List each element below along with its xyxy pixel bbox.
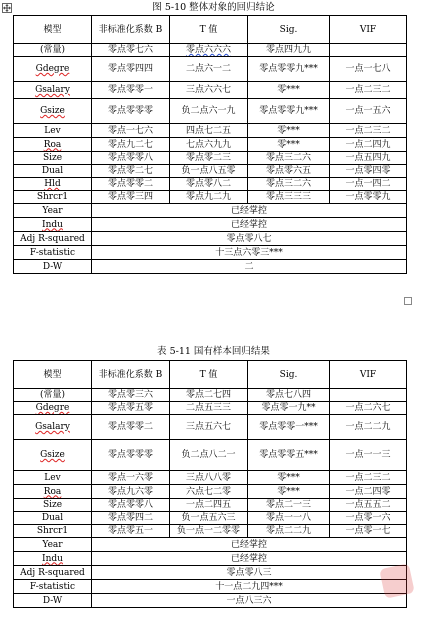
row-vif: 一点二三二 [330, 471, 407, 485]
table-row [14, 512, 407, 525]
footer-value: 十一点二九四*** [92, 580, 407, 594]
row-vif: 一点零四零 [330, 165, 407, 178]
table-row [14, 499, 407, 512]
row-name-text: Gsize [40, 450, 65, 460]
row-b: 零点零三四 [92, 191, 170, 204]
row-sig: 零点四九九 [248, 44, 330, 57]
row-name-text: Gsize [40, 106, 65, 116]
footer-name: F-statistic [14, 580, 92, 594]
header-t: T 值 [170, 361, 248, 389]
row-vif: 一点二四零 [330, 485, 407, 499]
table-footer-row [14, 538, 407, 552]
header-sig: Sig. [248, 361, 330, 389]
row-b: 零点零零八 [92, 152, 170, 165]
footer-name [14, 218, 92, 232]
row-b: 零点零零一 [92, 82, 170, 99]
header-beta: 非标准化系数 B [92, 361, 170, 389]
row-t: 六点七二零 [170, 485, 248, 499]
table-footer-row [14, 246, 407, 260]
table-row [14, 44, 407, 57]
row-vif: 一点零一七 [330, 525, 407, 538]
header-t: T 值 [170, 16, 248, 44]
table-row [14, 99, 407, 124]
table-row [14, 165, 407, 178]
row-sig: 零点七八四 [248, 389, 330, 402]
row-b: 零点一六零 [92, 471, 170, 485]
footer-name [14, 552, 92, 566]
row-vif [330, 44, 407, 57]
row-sig: 零点零零一*** [248, 415, 330, 440]
row-name-text: Roa [43, 486, 62, 497]
row-b: 零点零零二 [92, 415, 170, 440]
row-b: 零点零零零 [92, 99, 170, 124]
footer-name-text: Indu [42, 553, 63, 564]
footer-value: 已经掌控 [92, 218, 407, 232]
row-name [14, 178, 92, 191]
row-vif: 一点二六七 [330, 402, 407, 415]
table1-caption: 图 5-10 整体对象的回归结论 [152, 2, 275, 13]
row-name [14, 138, 92, 152]
footer-name: Adj R-squared [14, 232, 92, 246]
row-vif: 一点五四九 [330, 152, 407, 165]
row-name [14, 440, 92, 471]
row-t: 负二点六一九 [170, 99, 248, 124]
row-b: 零点零七六 [92, 44, 170, 57]
row-name [14, 57, 92, 82]
row-b: 零点零二七 [92, 165, 170, 178]
row-t: 负一点五六三 [170, 512, 248, 525]
table2-regression [13, 360, 407, 608]
footer-value: 二 [92, 260, 407, 274]
row-name: (常量) [14, 44, 92, 57]
row-t: 负一点一二零零 [170, 525, 248, 538]
table-row [14, 178, 407, 191]
row-t: 零点零二三 [170, 152, 248, 165]
row-b: 零点零三六 [92, 389, 170, 402]
row-name: Dual [14, 165, 92, 178]
row-name-text: Gsalary [35, 85, 70, 95]
row-t-text: 零点六六六 [185, 45, 231, 55]
row-sig: 零点二二九 [248, 525, 330, 538]
header-sig: Sig. [248, 16, 330, 44]
header-model: 模型 [14, 16, 92, 44]
table-footer-row [14, 218, 407, 232]
table-footer-row [14, 260, 407, 274]
row-t [170, 44, 248, 57]
footer-value: 已经掌控 [92, 204, 407, 218]
row-b: 零点零五零 [92, 402, 170, 415]
row-name: Shrcr1 [14, 525, 92, 538]
row-sig: 零*** [248, 124, 330, 138]
row-name: Shrcr1 [14, 191, 92, 204]
row-sig: 零点零一九** [248, 402, 330, 415]
row-name-text: Roa [43, 139, 62, 150]
row-b: 零点零四二 [92, 512, 170, 525]
row-b: 零点零零零 [92, 440, 170, 471]
row-name-text: Hld [44, 179, 61, 189]
row-name: Lev [14, 471, 92, 485]
row-sig: 零点三三三 [248, 191, 330, 204]
footer-value: 零点零八三 [92, 566, 407, 580]
row-vif: 一点五五二 [330, 499, 407, 512]
row-t: 负二点八二一 [170, 440, 248, 471]
row-vif: 一点零零九 [330, 191, 407, 204]
table-row [14, 124, 407, 138]
row-sig: 零点三二六 [248, 178, 330, 191]
header-vif: VIF [330, 16, 407, 44]
table-resize-handle[interactable] [404, 297, 412, 305]
row-b: 零点一七六 [92, 124, 170, 138]
row-vif: 一点一七八 [330, 57, 407, 82]
table-row [14, 525, 407, 538]
row-t: 三点六六七 [170, 82, 248, 99]
table-footer-row [14, 204, 407, 218]
header-beta: 非标准化系数 B [92, 16, 170, 44]
row-vif: 一点二三二 [330, 82, 407, 99]
row-t: 三点八八零 [170, 471, 248, 485]
row-b: 零点零五一 [92, 525, 170, 538]
row-vif: 一点二四九 [330, 138, 407, 152]
row-t: 二点五三三 [170, 402, 248, 415]
row-name: (常量) [14, 389, 92, 402]
footer-value: 零点零八七 [92, 232, 407, 246]
row-sig: 零点三二六 [248, 152, 330, 165]
row-sig: 零点零零五*** [248, 440, 330, 471]
row-sig: 零*** [248, 138, 330, 152]
row-b: 零点九六零 [92, 485, 170, 499]
row-t: 一点二四五 [170, 499, 248, 512]
table-footer-row [14, 552, 407, 566]
row-name: Lev [14, 124, 92, 138]
row-vif: 一点二三二 [330, 124, 407, 138]
row-sig: 零*** [248, 82, 330, 99]
row-name: Dual [14, 512, 92, 525]
table1-header-row [14, 16, 407, 44]
row-sig: 零*** [248, 485, 330, 499]
row-t: 四点七二五 [170, 124, 248, 138]
table2-caption: 表 5-11 国有样本回归结果 [157, 346, 270, 357]
footer-name-text: Indu [42, 219, 63, 230]
row-sig: 零点一一八 [248, 512, 330, 525]
row-sig: 零点二一三 [248, 499, 330, 512]
row-name-text: Gdegre [35, 64, 70, 74]
table-row [14, 415, 407, 440]
row-vif: 一点一一三 [330, 440, 407, 471]
row-sig: 零*** [248, 471, 330, 485]
footer-name: Year [14, 204, 92, 218]
footer-name: D-W [14, 260, 92, 274]
row-sig: 零点零零九*** [248, 99, 330, 124]
row-b: 零点零四四 [92, 57, 170, 82]
row-name: Size [14, 499, 92, 512]
table-row [14, 471, 407, 485]
row-name [14, 99, 92, 124]
footer-name: F-statistic [14, 246, 92, 260]
table-row [14, 82, 407, 99]
row-b: 零点零零八 [92, 499, 170, 512]
footer-value: 十三点六零三*** [92, 246, 407, 260]
row-name-text: Gsalary [35, 422, 70, 432]
row-name [14, 402, 92, 415]
header-vif: VIF [330, 361, 407, 389]
table-row [14, 485, 407, 499]
row-name [14, 415, 92, 440]
footer-name: Adj R-squared [14, 566, 92, 580]
row-b: 零点零零二 [92, 178, 170, 191]
row-sig: 零点零六五 [248, 165, 330, 178]
row-t: 零点二七四 [170, 389, 248, 402]
table-footer-row [14, 232, 407, 246]
table1-regression [13, 15, 407, 274]
table-row [14, 440, 407, 471]
footer-value: 已经掌控 [92, 538, 407, 552]
row-vif: 一点一五六 [330, 99, 407, 124]
row-name [14, 82, 92, 99]
watermark-logo [379, 563, 415, 599]
table-row [14, 389, 407, 402]
header-model: 模型 [14, 361, 92, 389]
row-t: 零点九二九 [170, 191, 248, 204]
table-row [14, 138, 407, 152]
footer-name: Year [14, 538, 92, 552]
row-name-text: Gdegre [35, 403, 70, 413]
row-sig: 零点零零九*** [248, 57, 330, 82]
table-row [14, 402, 407, 415]
row-name [14, 485, 92, 499]
table-row [14, 191, 407, 204]
table2-header-row [14, 361, 407, 389]
row-vif: 一点二二九 [330, 415, 407, 440]
row-b: 零点九二七 [92, 138, 170, 152]
row-t: 零点零八二 [170, 178, 248, 191]
footer-value: 已经掌控 [92, 552, 407, 566]
table-footer-row [14, 580, 407, 594]
row-t: 三点五六七 [170, 415, 248, 440]
table-row [14, 152, 407, 165]
row-vif: 一点一四二 [330, 178, 407, 191]
row-t: 负一点八五零 [170, 165, 248, 178]
row-t: 二点六一二 [170, 57, 248, 82]
row-name: Size [14, 152, 92, 165]
footer-name: D-W [14, 594, 92, 608]
row-vif: 一点零一六 [330, 512, 407, 525]
table-row [14, 57, 407, 82]
row-vif [330, 389, 407, 402]
table-footer-row [14, 566, 407, 580]
table-footer-row [14, 594, 407, 608]
footer-value: 一点八三六 [92, 594, 407, 608]
row-t: 七点六九九 [170, 138, 248, 152]
